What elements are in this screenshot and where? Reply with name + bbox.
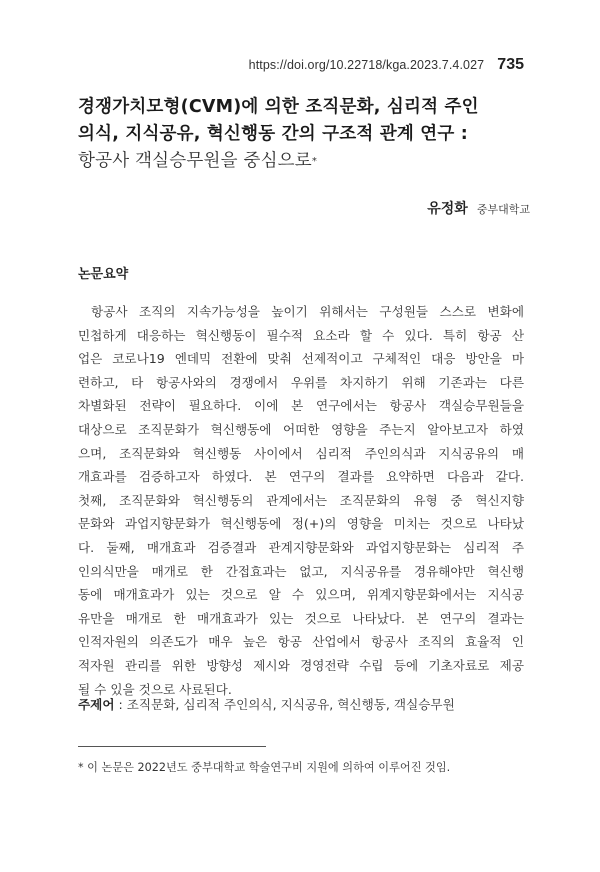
abstract-line: 항공사 조직의 지속가능성을 높이기 위해서는 구성원들 스스로 변화에 bbox=[91, 304, 524, 319]
abstract-line: 유만을 매개로 한 매개효과가 있는 것으로 나타났다. 본 연구의 결과는 bbox=[78, 610, 524, 626]
keywords-separator: : bbox=[114, 697, 127, 712]
author-name: 유정화 bbox=[427, 201, 468, 217]
abstract-heading: 논문요약 bbox=[78, 267, 129, 282]
abstract-line: 인의식만을 매개로 한 간접효과는 없고, 지식공유를 경유해야만 혁신행 bbox=[78, 563, 524, 579]
page-header bbox=[249, 54, 524, 74]
keywords bbox=[78, 694, 455, 713]
abstract-line: 으며, 조직문화와 혁신행동 사이에서 심리적 주인의식과 지식공유의 매 bbox=[78, 445, 524, 461]
footnote: * 이 논문은 2022년도 중부대학교 학술연구비 지원에 의하여 이루어진 것임. bbox=[78, 761, 451, 774]
subtitle-text: 항공사 객실승무원을 중심으로 bbox=[78, 151, 312, 171]
abstract-line: 인적자원의 의존도가 매우 높은 항공 산업에서 항공사 조직의 효율적 인 bbox=[78, 634, 524, 650]
abstract-line: 첫째, 조직문화와 혁신행동의 관계에서는 조직문화의 유형 중 혁신지향 bbox=[78, 492, 524, 508]
abstract-line: 차별화된 전략이 필요하다. 이에 본 연구에서는 항공사 객실승무원들을 bbox=[78, 398, 524, 414]
abstract-line: 적자원 관리를 위한 방향성 제시와 경영전략 수립 등에 기초자료로 제공 bbox=[78, 657, 524, 673]
abstract-line: 업은 코로나19 엔데믹 전환에 맞춰 선제적이고 구체적인 대응 방안을 마 bbox=[78, 351, 524, 367]
footnote-divider bbox=[78, 746, 266, 747]
page-number: 735 bbox=[497, 56, 524, 73]
title-line-2: 의식, 지식공유, 혁신행동 간의 구조적 관계 연구 : bbox=[78, 124, 468, 144]
abstract-line: 대상으로 조직문화가 혁신행동에 어떠한 영향을 주는지 알아보고자 하였 bbox=[78, 421, 524, 437]
abstract-line: 될 수 있을 것으로 사료된다. bbox=[78, 681, 232, 697]
abstract-line: 동에 매개효과가 있는 것으로 알 수 있으며, 위계지향문화에서는 지식공 bbox=[78, 587, 524, 603]
abstract-line: 개효과를 검증하고자 하였다. 본 연구의 결과를 요약하면 다음과 같다. bbox=[78, 469, 524, 485]
author-block bbox=[427, 198, 530, 218]
abstract-line: 문화와 과업지향문화가 혁신행동에 정(+)의 영향을 미치는 것으로 나타났 bbox=[78, 516, 524, 532]
abstract-line: 련하고, 타 항공사와의 경쟁에서 우위를 차지하기 위해 기존과는 다른 bbox=[78, 374, 524, 390]
author-affiliation: 중부대학교 bbox=[476, 203, 530, 216]
paper-title bbox=[78, 94, 534, 148]
keywords-text: 조직문화, 심리적 주인의식, 지식공유, 혁신행동, 객실승무원 bbox=[126, 697, 455, 712]
keywords-label: 주제어 bbox=[78, 697, 115, 712]
abstract-line: 다. 둘째, 매개효과 검증결과 관계지향문화와 과업지향문화는 심리적 주 bbox=[78, 539, 524, 555]
abstract-line: 민첩하게 대응하는 혁신행동이 필수적 요소라 할 수 있다. 특히 항공 산 bbox=[78, 327, 524, 343]
paper-subtitle bbox=[78, 147, 317, 172]
footnote-marker: * bbox=[311, 156, 318, 167]
title-line-1: 경쟁가치모형(CVM)에 의한 조직문화, 심리적 주인 bbox=[78, 97, 479, 117]
abstract-body bbox=[78, 300, 524, 701]
doi-link[interactable]: https://doi.org/10.22718/kga.2023.7.4.027 bbox=[248, 58, 485, 72]
